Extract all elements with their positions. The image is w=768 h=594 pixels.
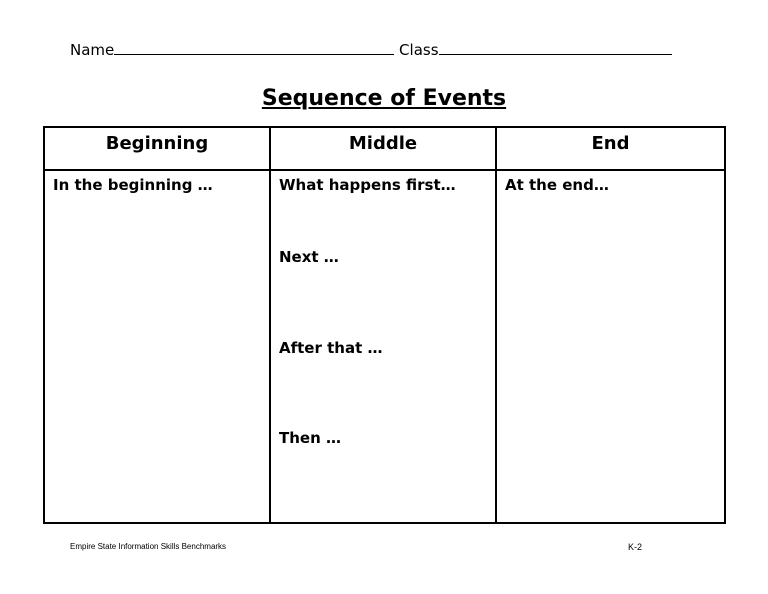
prompt-after-that: After that … [279, 339, 383, 357]
column-heading-end: End [497, 128, 724, 171]
end-cell[interactable] [497, 171, 724, 522]
footer-source: Empire State Information Skills Benchmarks [70, 542, 227, 551]
prompt-next: Next … [279, 248, 339, 266]
column-heading-beginning: Beginning [45, 128, 271, 171]
sequence-table [43, 126, 726, 524]
class-label: Class [399, 41, 439, 59]
class-field[interactable] [439, 40, 672, 55]
name-field[interactable] [114, 40, 394, 55]
prompt-beginning: In the beginning … [53, 176, 213, 194]
footer-grade-level: K-2 [628, 542, 643, 552]
prompt-then: Then … [279, 429, 341, 447]
beginning-cell[interactable] [45, 171, 271, 522]
name-label: Name [70, 41, 115, 59]
prompt-end: At the end… [505, 176, 609, 194]
middle-cell[interactable] [271, 171, 497, 522]
prompt-first: What happens first… [279, 176, 456, 194]
header-fields [70, 40, 672, 59]
column-heading-middle: Middle [271, 128, 497, 171]
page-title: Sequence of Events [261, 86, 507, 111]
